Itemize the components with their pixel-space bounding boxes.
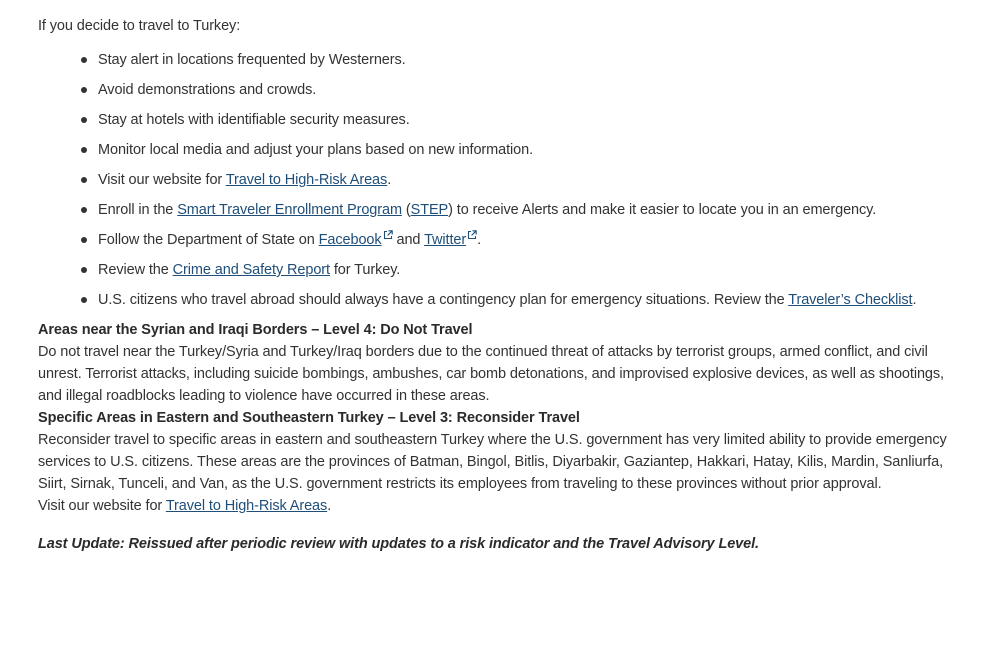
section-heading-level4: Areas near the Syrian and Iraqi Borders – Level 4: Do Not Travel <box>38 322 473 338</box>
visit-website-text <box>38 495 958 517</box>
list-item <box>98 229 958 251</box>
step-link[interactable]: STEP <box>410 202 449 218</box>
tip-text: Monitor local media and adjust your plans based on new information. <box>98 142 533 158</box>
list-item <box>98 79 958 101</box>
travel-high-risk-areas-link-bottom[interactable]: Travel to High-Risk Areas <box>165 498 328 514</box>
external-link-icon <box>467 230 477 240</box>
list-item <box>98 109 958 131</box>
last-update-note: Last Update: Reissued after periodic review with updates to a risk indicator and the Travel Advisory Level. <box>38 536 759 552</box>
visit-text: . <box>327 498 332 514</box>
tip-text: Visit our website for <box>98 172 226 188</box>
list-item <box>98 289 958 311</box>
tip-text: ( <box>401 202 411 218</box>
list-item <box>98 49 958 71</box>
list-item <box>98 259 958 281</box>
twitter-link[interactable]: Twitter <box>424 232 467 248</box>
tip-text: Review the <box>98 262 173 278</box>
list-item <box>98 169 958 191</box>
tip-text: and <box>392 232 425 248</box>
advisory-content <box>38 0 958 570</box>
visit-text: Visit our website for <box>38 498 166 514</box>
list-item <box>98 139 958 161</box>
tip-text: Stay alert in locations frequented by Westerners. <box>98 52 406 68</box>
list-item <box>98 199 958 221</box>
travel-tips-list <box>38 49 958 311</box>
facebook-link[interactable]: Facebook <box>318 232 382 248</box>
tip-text: . <box>387 172 392 188</box>
tip-text: for Turkey. <box>329 262 401 278</box>
tip-text: ) to receive Alerts and make it easier to locate you in an emergency. <box>448 202 877 218</box>
tip-text: Avoid demonstrations and crowds. <box>98 82 317 98</box>
travelers-checklist-link[interactable]: Traveler’s Checklist <box>788 292 913 308</box>
smart-traveler-enrollment-link[interactable]: Smart Traveler Enrollment Program <box>177 202 402 218</box>
tip-text: Follow the Department of State on <box>98 232 319 248</box>
section-heading-level3: Specific Areas in Eastern and Southeastern Turkey – Level 3: Reconsider Travel <box>38 410 580 426</box>
tip-text: Stay at hotels with identifiable security measures. <box>98 112 410 128</box>
travel-high-risk-areas-link[interactable]: Travel to High-Risk Areas <box>225 172 388 188</box>
external-link-icon <box>383 230 393 240</box>
tip-text: Enroll in the <box>98 202 178 218</box>
section-body-level3: Reconsider travel to specific areas in eastern and southeastern Turkey where the U.S. government has very limited ability to provide emergency services to U.S. citizens. These areas are the provinces of Batman, Bingol, Bitlis, Diyarbakir, Gaziantep, Hakkari, Hatay, Kilis, Mardin, Sanliurfa, Siirt, Sirnak, Tunceli, and Van, as the U.S. government restricts its employees from traveling to these provinces without prior approval. <box>38 432 947 492</box>
section-body-level4: Do not travel near the Turkey/Syria and Turkey/Iraq borders due to the continued threat of attacks by terrorist groups, armed conflict, and civil unrest. Terrorist attacks, including suicide bombings, ambushes, car bomb detonations, and improvised explosive devices, as well as shootings, and illegal roadblocks leading to violence have occurred in these areas. <box>38 344 944 404</box>
intro-text: If you decide to travel to Turkey: <box>38 18 241 34</box>
tip-text: U.S. citizens who travel abroad should always have a contingency plan for emergency situations. Review the <box>98 292 789 308</box>
tip-text: . <box>477 232 482 248</box>
tip-text: . <box>912 292 917 308</box>
crime-safety-report-link[interactable]: Crime and Safety Report <box>172 262 330 278</box>
